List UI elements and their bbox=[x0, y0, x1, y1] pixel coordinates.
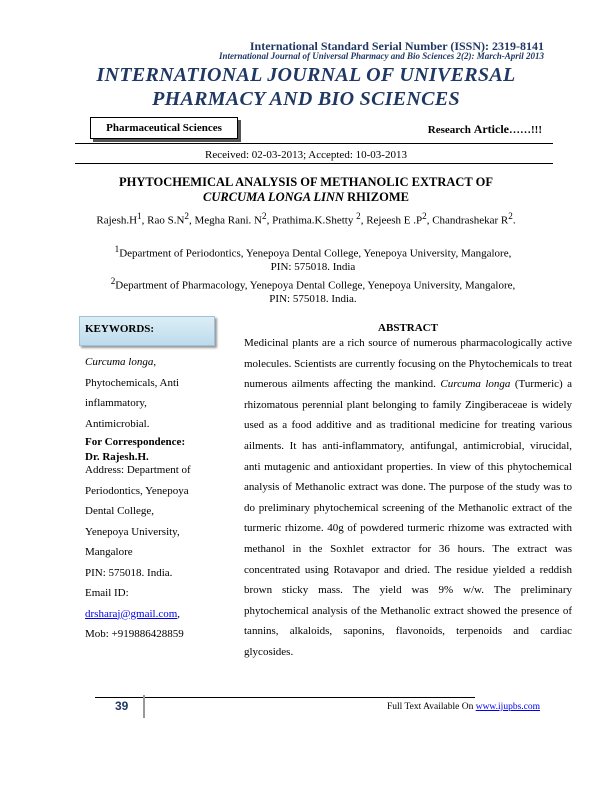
keyword-species: Curcuma longa bbox=[85, 356, 154, 368]
received-dates: Received: 02-03-2013; Accepted: 10-03-2013 bbox=[205, 149, 407, 161]
paper-title-line2 bbox=[60, 190, 552, 205]
author-list-end: . bbox=[512, 214, 516, 227]
address-pin: PIN: 575018. India. bbox=[85, 566, 173, 579]
paper-title bbox=[60, 175, 552, 205]
paper-title-species: CURCUMA LONGA LINN bbox=[203, 190, 345, 204]
keyword-item: Phytochemicals, Anti bbox=[85, 376, 180, 389]
affil-text: Department of Pharmacology, Yenepoya Dental College, Yenepoya University, Mangalore, bbox=[115, 279, 516, 292]
affil-sup: 2 bbox=[110, 275, 116, 286]
journal-citation: International Journal of Universal Pharmacy and Bio Sciences 2(2): March-April 2013 bbox=[218, 51, 544, 61]
author-list bbox=[60, 211, 552, 227]
paper-title-line1: PHYTOCHEMICAL ANALYSIS OF METHANOLIC EXTRACT OF bbox=[118, 175, 494, 189]
abstract-heading: ABSTRACT bbox=[378, 322, 438, 334]
keywords-label: KEYWORDS: bbox=[85, 323, 155, 335]
affiliation-1-pin: PIN: 575018. India bbox=[270, 261, 356, 274]
affil-sup: 1 bbox=[114, 244, 120, 254]
full-text-label: Full Text Available On bbox=[387, 702, 476, 712]
author-name: , Rejeesh E .P bbox=[360, 214, 423, 227]
keyword-item bbox=[85, 352, 225, 373]
author-name: , Megha Rani. N bbox=[188, 214, 262, 227]
author-affil-sup: 2 bbox=[356, 211, 361, 221]
author-affil-sup: 1 bbox=[137, 211, 142, 221]
article-type-prefix: Research bbox=[427, 124, 474, 136]
abstract-text: (Turmeric) a rhizomatous perennial plant belonging to family Zingiberaceae is widely used as a food additive and as traditional medicine for treating various ailments. It has anti-inflammatory, antifungal, antimicrobial, virucidal, anti mutagenic and antioxidant properties. In view of this phytochemical analysis of Methanolic extract was done. The purpose of the study was to do preliminary phytochemical screening of the Methanolic extract of the turmeric rhizome. 40g of powdered turmeric rhizome was extracted with methanol in the Soxhlet extractor for 36 hours. The extract was concentrated using Rotavapor and dried. The residue yielded a reddish brown sticky mass. The yield was 9% w/w. The preliminary phytochemical analysis of the Methanolic extract showed the presence of tannins, alkaloids, saponins, flavonoids, terpenoids and cardiac glycosides. bbox=[244, 378, 573, 658]
sidebar-column bbox=[85, 352, 225, 645]
section-label: Pharmaceutical Sciences bbox=[90, 117, 238, 139]
author-affil-sup: 2 bbox=[422, 211, 427, 221]
author-name: , Prathima.K.Shetty bbox=[266, 214, 357, 227]
address-line: Yenepoya University, bbox=[85, 525, 180, 538]
author-name: Rajesh.H bbox=[96, 214, 138, 227]
article-type bbox=[428, 122, 542, 137]
email-link[interactable]: drsharaj@gmail.com bbox=[85, 607, 178, 620]
footer-divider bbox=[143, 695, 145, 718]
abstract-species: Curcuma longa bbox=[440, 378, 511, 391]
address-line: Address: Department of bbox=[85, 464, 191, 476]
author-affil-sup: 2 bbox=[508, 211, 513, 221]
author-name: , Rao S.N bbox=[141, 214, 185, 227]
author-affil-sup: 2 bbox=[262, 211, 267, 221]
email-comma: , bbox=[177, 607, 181, 620]
full-text-note bbox=[387, 702, 540, 712]
article-type-suffix: ……!!! bbox=[509, 124, 542, 136]
affiliation-2-pin: PIN: 575018. India. bbox=[269, 292, 357, 305]
mobile-number: Mob: +919886428859 bbox=[85, 628, 184, 640]
affiliations bbox=[78, 243, 548, 306]
keyword-comma: , bbox=[153, 356, 157, 368]
author-name: , Chandrashekar R bbox=[426, 214, 509, 227]
rule-bottom bbox=[75, 163, 553, 164]
article-type-word: Article bbox=[473, 122, 509, 136]
affiliation-2 bbox=[78, 275, 548, 293]
abstract-body bbox=[244, 333, 572, 663]
journal-title: INTERNATIONAL JOURNAL OF UNIVERSAL PHARMACY AND BIO SCIENCES bbox=[96, 64, 516, 110]
address-line: Periodontics, Yenepoya bbox=[85, 484, 189, 497]
journal-url-link[interactable]: www.ijupbs.com bbox=[475, 702, 540, 712]
issn-line: International Standard Serial Number (ISSN): 2319-8141 bbox=[249, 39, 544, 53]
email-row bbox=[85, 604, 225, 625]
affil-text: Department of Periodontics, Yenepoya Dental College, Yenepoya University, Mangalore, bbox=[119, 247, 512, 260]
paper-title-rhizome: RHIZOME bbox=[344, 190, 409, 204]
footer-rule bbox=[95, 697, 475, 698]
affiliation-1 bbox=[78, 243, 548, 261]
correspondence-label: For Correspondence: bbox=[85, 436, 186, 448]
address-line: Mangalore bbox=[85, 546, 133, 558]
email-label: Email ID: bbox=[85, 587, 129, 599]
rule-top bbox=[75, 143, 553, 144]
page-number: 39 bbox=[115, 699, 129, 713]
correspondence-name: Dr. Rajesh.H. bbox=[85, 451, 149, 463]
keyword-item: inflammatory, bbox=[85, 397, 147, 409]
keyword-item: Antimicrobial. bbox=[85, 417, 150, 430]
author-affil-sup: 2 bbox=[184, 211, 189, 221]
address-line: Dental College, bbox=[85, 505, 155, 517]
abstract-text: Medicinal plants are a rich source of numerous pharmacologically active molecules. Scientists are currently focusing on the Phytochemicals to treat numerous ailments affecting the mankind. bbox=[244, 337, 572, 391]
